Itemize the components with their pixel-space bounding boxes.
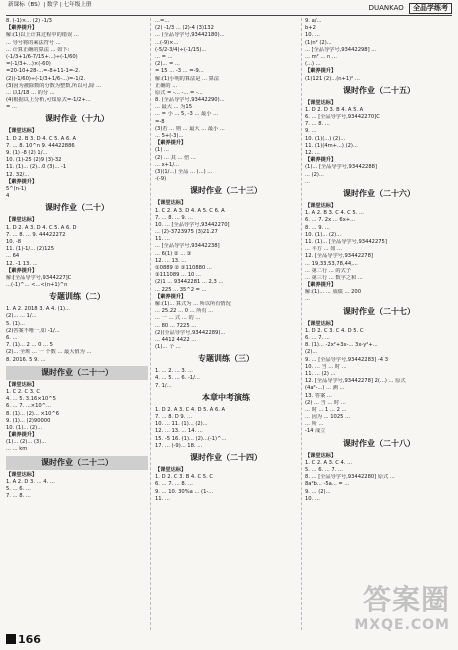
answer-line: 7. 1/...: [155, 382, 172, 389]
answer-line: 10. (1)... (2)...: [305, 231, 342, 238]
answer-line: 6. ...: [6, 335, 18, 342]
section-heading: 课时作业（二十八）: [343, 438, 415, 448]
subsection-tag: 【素养提升】: [6, 178, 38, 185]
answer-line: 解:[全品导学号,9344227]C: [6, 274, 72, 281]
answer-line: ... 以1/18 ... 的分 ...: [6, 89, 55, 96]
section-heading: 课时作业（二十五）: [343, 85, 415, 95]
answer-line: 11. (1)... (2)...0 (3)... -1: [6, 164, 67, 171]
answer-line: 12. 32/...: [6, 171, 30, 178]
answer-line: (2)...: [305, 349, 318, 356]
answer-line: (4a²-...) ... 测 ...: [305, 385, 345, 392]
answer-line: ... (全品导学号,93442180)...: [155, 32, 225, 39]
answer-line: 11. ... (2) ...: [305, 370, 336, 377]
answer-line: ... 所 ...: [305, 421, 324, 428]
answer-line: 8. ... 9. ...: [305, 224, 330, 231]
subsection-tag: 【课堂达标】: [6, 381, 38, 388]
answer-line: 12. [全品导学号,93442278]: [305, 253, 373, 260]
answer-line: ③111089 ... 10 ...: [155, 272, 201, 279]
answer-line: ... 64: [6, 253, 20, 260]
answer-line: 7. (1)... 2 ... 0 ... 5: [6, 342, 53, 349]
answer-line: (2)... ... 1/...: [6, 313, 37, 320]
answer-line: 解:(1)小明的算法是 ... 算法: [155, 75, 220, 82]
answer-line: 11. ...: [155, 495, 170, 502]
answer-line: 解:(1)以上计算过程中的错误 ...: [6, 32, 79, 39]
header-brand-prefix: DUANKAO: [368, 4, 404, 12]
answer-line: 9. a/...: [305, 18, 322, 24]
answer-line: 11. (1)(4m+...) (2)...: [305, 142, 358, 149]
section-heading: 课时作业（十九）: [45, 114, 109, 124]
subsection-tag: 【素养提升】: [305, 68, 337, 75]
answer-line: 10. (1)-25 (2)9 (3)-32: [6, 157, 62, 164]
answer-line: ... x+1/...: [155, 161, 180, 168]
answer-line: 1. C 2. C 3. C: [6, 388, 40, 395]
answer-line: (3)因为被除数的分数为整数,所以可,除 ...: [6, 82, 102, 89]
page-number-value: 166: [18, 633, 41, 646]
answer-line: 11. (1)-1/... (2)125: [6, 246, 55, 253]
answer-line: ...=...: [155, 18, 170, 24]
answer-line: 11. (1)... [全品导学号,93442275]: [305, 238, 387, 245]
answer-line: ... [全品导学号,93442238]: [155, 243, 220, 250]
page-marker-square: [6, 634, 16, 644]
answer-line: 8. (1)... (2)... ×10^6: [6, 410, 60, 417]
watermark-url: MXQE.COM: [354, 617, 450, 633]
answer-column-3: [305, 18, 453, 630]
answer-line: 10. ... [全品导学号,93442270]: [155, 221, 230, 228]
answer-line: (2) ... 当 ... 时 ...: [305, 399, 346, 406]
answer-line: (1) ...: [155, 147, 169, 154]
answer-line: 5. ... 6. ... 7. ...: [305, 467, 343, 474]
subsection-tag: 【素养提升】: [155, 140, 187, 147]
answer-line: ... m² ... n ...: [305, 53, 337, 60]
section-heading: 课时作业（二十）: [45, 203, 109, 213]
subsection-tag: 【素养提升】: [6, 432, 38, 439]
answer-line: 12. -1 13. ...: [6, 260, 38, 267]
answer-line: ... 一 ... 式 ... 的 ...: [155, 315, 201, 322]
answer-line: 1. D 2. C 3. B 4. C 5. C: [155, 474, 214, 481]
section-heading: 专题训练（三）: [198, 354, 254, 364]
section-heading: 课时作业（二十二）: [6, 456, 148, 470]
subsection-tag: 【课堂达标】: [155, 200, 187, 207]
answer-line: 9. ... [全品导学号,93442283] -4 3: [305, 356, 389, 363]
answer-line: ... 因为 ... 1025 ...: [305, 414, 351, 421]
answer-line: ...: [305, 296, 310, 303]
answer-line: ... 第三行 ... 数字之和 ...: [305, 274, 363, 281]
answer-line: 5. ... 6. ...: [6, 486, 31, 493]
answer-line: (2)(-1/60)÷(-1/3+1/6-...)=-1/2.: [6, 75, 86, 82]
answer-line: 解:(1)... 算式为 ... 所以所有情况: [155, 300, 231, 307]
answer-line: 8. ... [全品导学号,93442280] 原式 ...: [305, 474, 395, 481]
answer-line: 6. ... [全品导学号,93442270]C: [305, 114, 380, 121]
answer-line: b+2: [305, 25, 316, 32]
answer-line: ...(-9)×...: [155, 39, 179, 46]
answer-line: 1. C 2. A 3. C 4. ...: [305, 459, 353, 466]
answer-line: ... [全品导学号,93442298] ...: [305, 46, 377, 53]
answer-column-1: [6, 18, 148, 630]
answer-line: -(-9): [155, 176, 167, 183]
answer-line: 解:(1)... ... 成绩 ... 200: [305, 289, 361, 296]
subsection-tag: 【素养提升】: [305, 282, 337, 289]
subsection-tag: 【课堂达标】: [305, 99, 337, 106]
answer-line: =-8: [155, 118, 165, 125]
answer-line: 8. (全品导学号,93442290)...: [155, 97, 225, 104]
answer-line: =(-1/3+...)×(-60): [6, 61, 51, 68]
answer-line: 12. ...: [305, 150, 320, 157]
answer-line: ... 225 ... 35^2 = ...: [155, 286, 207, 293]
answer-line: (1)... 个 ...: [155, 344, 181, 351]
answer-line: 10. -8: [6, 238, 22, 245]
answer-line: (1)n² (2)...: [305, 39, 332, 46]
answer-line: 8. (-1)×... (2) -1/3: [6, 18, 52, 24]
answer-line: = 15 ... -3 ... =-9...: [155, 68, 204, 75]
column-divider: [301, 18, 302, 630]
answer-line: (1)121 (2)...(n+1)² ...: [305, 75, 360, 82]
subsection-tag: 【课堂达标】: [305, 320, 337, 327]
answer-line: ... 80 ... 7225 ...: [155, 322, 197, 329]
answer-line: 9. ... 10. 30%a ... (1-...: [155, 488, 214, 495]
answer-line: ... = 小 ... 5, -3 ... 最小 ...: [155, 111, 219, 118]
answer-line: ... 平方 ... 如 ...: [305, 246, 342, 253]
section-heading: 课时作业（二十四）: [190, 452, 262, 462]
answer-line: (2)... = ...: [155, 61, 180, 68]
answer-line: ...(-1)^... <...<(n+1)^n: [6, 282, 68, 289]
answer-line: (...) ...: [305, 61, 321, 68]
answer-line: 7. ... 8. ...: [6, 493, 31, 500]
answer-line: ... 导号将的乘法符号 ...: [6, 39, 61, 46]
answer-line: 6. ... 7. ... 8. ...: [155, 481, 193, 488]
answer-line: 15. -5 16. (1)... (2)...(-1)^...: [155, 435, 227, 442]
answer-line: 6. ... 7. ...×10^...: [6, 403, 51, 410]
answer-line: ... ... km: [6, 446, 28, 453]
answer-line: ... (2)-3723975 (3)21.27: [155, 229, 218, 236]
answer-line: 13. 答案 ...: [305, 392, 332, 399]
answer-line: 7. ... 8. ... 9. 44422272: [6, 231, 66, 238]
answer-line: 12. ... 13. ...: [155, 257, 187, 264]
answer-line: ... (2)...: [305, 171, 324, 178]
answer-line: 正确的 ...: [155, 82, 178, 89]
answer-line: 8. 2016. 5 9. ...: [6, 356, 46, 363]
answer-line: 9. ...: [305, 128, 317, 135]
answer-line: 1. D 2. B 3. D 4. C 5. A 6. A: [6, 135, 77, 142]
subsection-tag: 【课堂达标】: [6, 128, 38, 135]
answer-line: -14 成立: [305, 428, 326, 435]
answer-line: 7. ... 8. ... 9. ...: [155, 214, 193, 221]
answer-line: 4: [6, 193, 10, 200]
answer-line: (2)(全品导学号,93442289)...: [155, 329, 226, 336]
answer-line: 4. ... 5. ... 6. -1/...: [155, 375, 200, 382]
answer-line: ... = ...: [155, 53, 173, 60]
answer-line: ... 5+(-3)...: [155, 133, 184, 139]
answer-line: (3)(1/...) 全品 ... (...) ...: [155, 168, 213, 175]
answer-line: ... 计算正确的算法 ... 如下:: [6, 46, 70, 53]
subsection-tag: 【课堂达标】: [6, 471, 38, 478]
answer-line: 1. A 2. D 3. ... 4. ...: [6, 478, 55, 485]
answer-line: =20-10+28-...=-8+11-1=-2.: [6, 68, 80, 75]
answer-line: 11. ...: [155, 236, 170, 243]
answer-line: 1. A 2. B 3. C 4. C 5. ...: [305, 210, 364, 217]
answer-line: 5. (1)...: [6, 320, 25, 327]
answer-line: (-5/2-3/4)÷(-1/15)...: [155, 46, 207, 53]
answer-line: (2) -1/3 ... (2)-4 (3)132: [155, 25, 214, 32]
header-brand: [369, 3, 452, 14]
answer-line: 原式 = -... -... = -...: [155, 89, 203, 96]
answer-line: 1. D 2. D 3. B 4. A 5. A: [305, 106, 364, 113]
answer-line: ... 第二行 ... 的式子: [305, 267, 351, 274]
answer-line: (1)... [全品导学号,93442288]: [305, 164, 377, 171]
subsection-tag: 【课堂达标】: [305, 202, 337, 209]
answer-line: 12. [全品导学号,93442278] 2(...) ... 原式: [305, 378, 406, 385]
answer-line: 10. ... 当 ... 时 ...: [305, 363, 347, 370]
answer-line: 10. ... 11. (1)... (2)...: [155, 421, 208, 428]
watermark-logo-text: 答案圈: [362, 583, 450, 616]
answer-column-2: [155, 18, 297, 630]
answer-line: (2) ... 其 ... 倍 ...: [155, 154, 196, 161]
answer-line: (4)根据以上分析,可知原式=-1/2+...: [6, 97, 91, 104]
answer-line: 1. D 2. A 3. C 4. D 5. A 6. A: [155, 406, 226, 413]
answer-line: 1. D 2. C 3. C 4. D 5. C: [305, 327, 364, 334]
subsection-tag: 【课堂达标】: [305, 452, 337, 459]
answer-line: 10. (1)(...) (2)...: [305, 135, 346, 142]
subsection-tag: 【课堂达标】: [6, 217, 38, 224]
header-brand-logo: 全品学练考: [409, 3, 452, 14]
column-divider: [150, 18, 151, 630]
section-heading: 本章中考演练: [202, 392, 250, 402]
answer-line: 1. ... 2. ... 3. ...: [155, 368, 193, 375]
answer-line: ... 时 ... 1 ... 2 ...: [305, 406, 347, 413]
answer-line: 6. ... 7. ...: [305, 335, 330, 342]
section-heading: 课时作业（二十六）: [343, 188, 415, 198]
answer-line: 7. ... 8. D 9. ...: [155, 414, 192, 421]
answer-line: 17. ... (-9)... 18. ...: [155, 442, 203, 449]
answer-line: 8. (1)... -2x²+3x-... 3x-y²+...: [305, 342, 378, 349]
subsection-tag: 【素养提升】: [6, 267, 38, 274]
answer-line: ...: [305, 178, 310, 185]
answer-line: (3)若 ... 则 ... 最大 ... 最小 ...: [155, 125, 225, 132]
header-rule: [6, 15, 452, 16]
answer-line: ... 最大 ... 为15: [155, 104, 193, 111]
answer-line: 8a²b... -5a... = ...: [305, 481, 350, 488]
answer-line: 10. ...: [305, 495, 320, 502]
site-watermark: [310, 584, 450, 642]
answer-line: = ...: [6, 104, 17, 111]
answer-line: 9. (1)... (2)90000: [6, 417, 51, 424]
section-heading: 课时作业（二十一）: [6, 366, 148, 380]
answer-line: 7. ... 8. ...: [305, 121, 330, 128]
answer-line: (1)... (2)... (3)...: [6, 439, 47, 446]
answer-line: 10. (1)... (2)...: [6, 424, 43, 431]
answer-line: (2)答案不唯一,如 -1/...: [6, 327, 60, 334]
answer-line: 10. ...: [305, 32, 320, 39]
subsection-tag: 【素养提升】: [305, 157, 337, 164]
answer-line: 4. ... 5. 3.16×10^5: [6, 396, 56, 403]
subsection-tag: 【素养提升】: [155, 293, 187, 300]
answer-line: 6. ... 7. 2x ... 6x+...: [305, 217, 356, 224]
answer-line: 5^(n-1): [6, 185, 27, 192]
answer-line: 7. ... 8. 10^n 9. 44422886: [6, 142, 75, 149]
subsection-tag: 【课堂达标】: [155, 466, 187, 473]
answer-line: ①0889 ② ③110880 ...: [155, 265, 212, 272]
section-heading: 专题训练（二）: [49, 292, 105, 302]
section-heading: 课时作业（二十七）: [343, 306, 415, 316]
answer-line: ... 19,33,53,78,44,...: [305, 260, 358, 267]
answer-line: 1. D 2. A 3. D 4. C 5. A 6. D: [6, 224, 77, 231]
answer-line: ... 6(1) ② ... ③: [155, 250, 192, 257]
answer-line: 9. (1) -8 (2) 1/...: [6, 150, 48, 157]
answer-line: 1. A 2. 2018 3. A 4. (1)...: [6, 306, 70, 313]
answer-line: (-1/3+1/6-7/15+...)÷(-1/60): [6, 53, 78, 60]
answer-line: (2)1 ... 93442281 ... 2,3 ...: [155, 279, 224, 286]
answer-line: (2)... 全班 ... 一 个数 ... 最大值为 ...: [6, 349, 92, 356]
answer-line: 9. ... (2)...: [305, 488, 331, 495]
subsection-tag: 【素养提升】: [6, 25, 38, 32]
answer-line: 1. C 2. A 3. D 4. A 5. C 6. A: [155, 207, 225, 214]
section-heading: 课时作业（二十三）: [190, 186, 262, 196]
answer-line: 12. ... 13. ... 14. ...: [155, 428, 203, 435]
answer-line: ... 25.22 ... 0 ... 所有 ...: [155, 308, 214, 315]
answer-line: ... 4412 4422 ...: [155, 336, 197, 343]
page-number: [6, 633, 41, 646]
header-book-title: 新课标（BS）| 数学 | 七年级上册: [8, 2, 92, 8]
